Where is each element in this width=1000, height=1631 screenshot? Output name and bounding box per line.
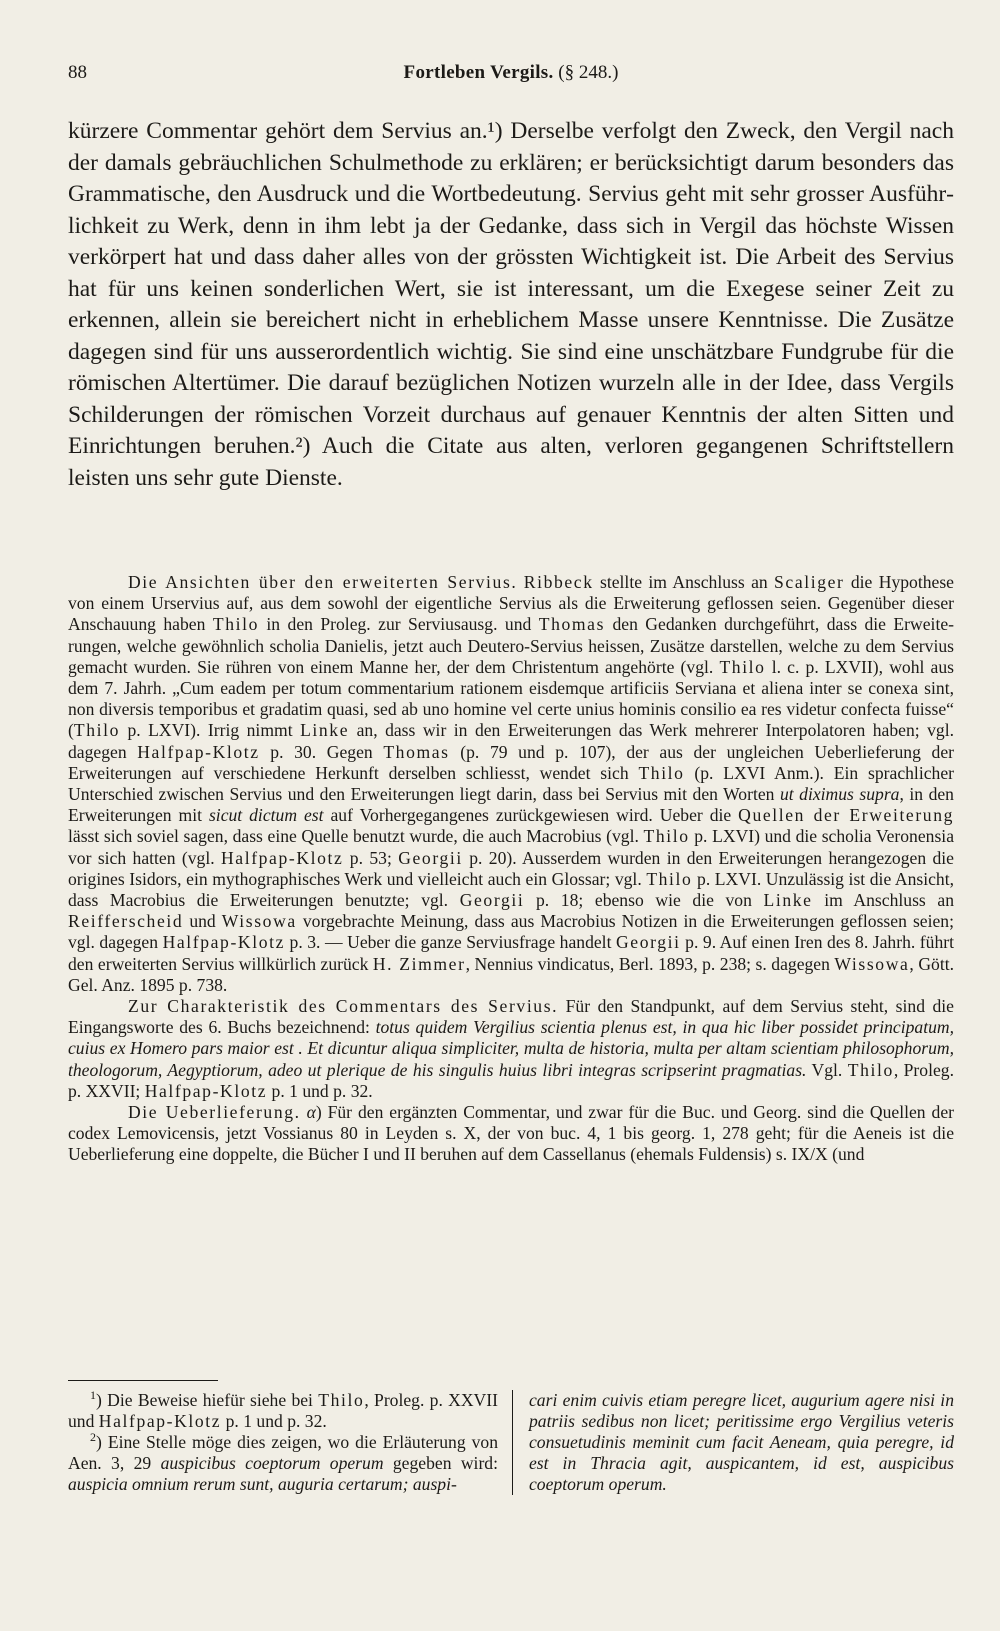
page-number: 88 [68, 62, 87, 83]
footnote-column-left [68, 1390, 513, 1495]
paragraph-heading: Die Ueberlieferung. [128, 1102, 301, 1123]
footnote-marker: 2 [90, 1430, 96, 1445]
author-name: Halfpap-Klotz [162, 932, 285, 953]
small-paragraph-charakteristik: Zur Charakteristik des Commentars des Servius. Für den Standpunkt, auf dem Servius steht, sind die Eingangsworte des 6. Buchs bezeichnend: totus quidem Vergilius scientia plenus est, in qua hic liber possidet principatum, cuius ex Homero pars maior est . Et dicuntur aliqua simpliciter, multa de historia, multa per altam scientiam philosophorum, theologorum, Aegyptiorum, adeo ut plerique de his singulis huius libri integras scripserint pragmatias. Vgl. Thilo, Proleg. p. XXVII; Halfpap-Klotz p. 1 und p. 32. [68, 996, 954, 1101]
small-paragraph-ansichten: Die Ansichten über den erweiterten Servius. Ribbeck stellte im Anschluss an Scaliger die Hypothese von einem Urservius auf, aus dem sowohl der eigentliche Servius als die Erweiterung geflossen seien. Gegenüber dieser Anschauung haben Thilo in den Proleg. zur Serviusausg. und Thomas den Gedanken durchgeführt, dass die Erweiterungen, welche gewöhnlich scholia Danielis, jetzt auch Deutero-Servius heissen, Zusätze darstellen, welche zu dem Servius gemacht wurden. Sie rühren von einem Manne her, der dem Christentum angehörte (vgl. Thilo l. c. p. LXVII), wohl aus dem 7. Jahrh. „Cum eadem per totum commentarium rationem eisdemque artificiis Serviana et aliena inter se conexa sint, non diversis temporibus et gradatim quasi, sed ab uno homine vel certe unius hominis consilio ea res videtur confecta fuisse“ (Thilo p. LXVI). Irrig nimmt Linke an, dass wir in den Erweiterungen das Werk mehrerer Interpolatoren haben; vgl. dagegen Halfpap-Klotz p. 30. Gegen Thomas (p. 79 und p. 107), der aus der ungleichen Ueberlieferung der Erweiterungen auf verschiedene Herkunft derselben schliesst, wendet sich Thilo (p. LXVI Anm.). Ein sprachlicher Unterschied zwischen Servius und den Erweiterungen liegt darin, dass bei Servius mit den Worten ut diximus supra, in den Erweiterungen mit sicut dictum est auf Vorhergegangenes zurückgewiesen wird. Ueber die Quellen der Erweiterung lässt sich soviel sagen, dass eine Quelle benutzt wurde, die auch Macrobius (vgl. Thilo p. LXVI) und die scholia Veronensia vor sich hatten (vgl. Halfpap-Klotz p. 53; Georgii p. 20). Ausserdem wurden in den Erweiterungen herangezogen die origines Isidors, ein mythographisches Werk und vielleicht auch ein Glossar; vgl. Thilo p. LXVI. Unzulässig ist die Ansicht, dass Macrobius die Erweiterungen benutzte; vgl. Georgii p. 18; ebenso wie die von Linke im Anschluss an Reifferscheid und Wissowa vorgebrachte Meinung, dass aus Macrobius Notizen in die Erweiterungen geflossen seien; vgl. dagegen Halfpap-Klotz p. 3. — Ueber die ganze Serviusfrage handelt Georgii p. 9. Auf einen Iren des 8. Jahrh. führt den erweiterten Servius willkürlich zurück H. Zimmer, Nennius vindicatus, Berl. 1893, p. 238; s. dagegen Wissowa, Gött. Gel. Anz. 1895 p. 738. [68, 572, 955, 995]
author-name: Thilo [73, 720, 120, 741]
footnote-column-right [513, 1390, 954, 1495]
author-name: Thilo [646, 868, 693, 889]
author-name: Scaliger [774, 572, 845, 592]
spaced-term: Quellen der Erweiterung [738, 805, 954, 826]
small-print-section [68, 572, 954, 1166]
author-name: Thilo [212, 614, 259, 635]
latin-phrase: auspicia omnium rerum sunt, auguria certarum; auspi- [68, 1474, 457, 1494]
main-text [68, 116, 954, 494]
author-name: Georgii [459, 890, 525, 911]
author-name: Halfpap-Klotz [98, 1411, 222, 1431]
author-name: Reifferscheid [68, 911, 184, 932]
latin-quote: totus quidem Vergilius scientia plenus est, in qua hic liber possidet principatum, cuius ex Homero pars maior est . Et dicuntur aliqua simpliciter, multa de historia, multa per altam scientiam philosophorum, theologorum, Aegyptiorum, adeo ut plerique de his singulis huius libri integras scripserint pragmatias. [68, 1017, 954, 1080]
author-name: Thilo [638, 762, 685, 783]
author-name: Halfpap-Klotz [221, 847, 344, 868]
author-name: Halfpap-Klotz [137, 741, 260, 762]
page-header [68, 62, 954, 88]
author-name: Thilo [643, 826, 690, 847]
footnote-2-continuation: cari enim cuivis etiam peregre licet, augurium agere nisi in patriis sedibus non licet; peritissime ergo Vergilius veteris consuetudinis meminit cum facit Aeneam, quia peregre, id est in Thracia agit, auspicantem, id est, auspicibus coeptorum operum. [529, 1390, 954, 1494]
footnote-2: $^2$) Eine Stelle möge dies zeigen, wo die Erläuterung von Aen. 3, 29 auspicibus coeptorum operum gegeben wird: auspicia omnium rerum sunt, auguria certarum; auspi- [68, 1430, 498, 1494]
small-paragraph-ueberlieferung: Die Ueberlieferung. α) Für den ergänzten Commentar, und zwar für die Buc. und Georg. sind die Quellen der codex Lemovicensis, jetzt Vossianus 80 in Leyden s. X, der von buc. 4, 1 bis georg. 1, 278 geht; für die Aeneis ist die Ueberlieferung eine doppelte, die Bücher I und II beruhen auf dem Cassellanus (ehemals Fuldensis) s. IX/X (und [68, 1102, 954, 1165]
author-name: Thomas [538, 614, 606, 635]
running-title [68, 62, 954, 84]
author-name: Wissowa [834, 953, 910, 974]
section-marker: (§ 248.) [558, 62, 619, 83]
author-name: H. Zimmer [372, 953, 466, 974]
author-name: Thomas [383, 741, 450, 762]
footnote-rule [68, 1380, 218, 1381]
list-marker: α [306, 1102, 316, 1123]
author-name: Thilo [847, 1059, 894, 1080]
author-name: Georgii [398, 847, 463, 868]
author-name: Thilo [719, 656, 766, 677]
latin-phrase: ut diximus supra [779, 784, 900, 805]
author-name: Wissowa [221, 911, 297, 932]
footnotes [68, 1390, 954, 1495]
running-title-text: Fortleben Vergils. [403, 62, 554, 83]
author-name: Halfpap-Klotz [144, 1080, 268, 1101]
main-paragraph: kürzere Commentar gehört dem Servius an.¹) Derselbe verfolgt den Zweck, den Vergil nach der damals gebräuchlichen Schulmethode zu erklären; er berücksichtigt darum besonders das Grammatische, den Ausdruck und die Wortbedeutung. Servius geht mit sehr grosser Ausführlichkeit zu Werk, denn in ihm lebt ja der Gedanke, dass sich in Vergil das höchste Wissen verkörpert hat und dass daher alles von der grössten Wichtigkeit ist. Die Arbeit des Servius hat für uns keinen sonderlichen Wert, sie ist interessant, um die Exegese seiner Zeit zu erkennen, allein sie bereichert nicht in erheblichem Masse unsere Kenntnisse. Die Zusätze dagegen sind für uns ausserordentlich wichtig. Sie sind eine unschätzbare Fundgrube für die römischen Altertümer. Die darauf bezüglichen Notizen wurzeln alle in der Idee, dass Vergils Schilderungen der römischen Vorzeit durchaus auf genauer Kenntnis der alten Sitten und Einrichtungen beruhen.²) Auch die Citate aus alten, verloren gegangenen Schriftstellern leisten uns sehr gute Dienste. [68, 118, 954, 491]
author-name: Ribbeck [523, 572, 594, 592]
author-name: Thilo [318, 1390, 365, 1410]
footnote-marker: 1 [90, 1388, 96, 1403]
author-name: Linke [300, 720, 350, 741]
footnote-1: $^1$) Die Beweise hiefür siehe bei Thilo, Proleg. p. XXVII und Halfpap-Klotz p. 1 und p. 32. [68, 1388, 498, 1431]
author-name: Linke [763, 890, 813, 911]
paragraph-heading: Zur Charakteristik des Commentars des Servius. [128, 996, 559, 1017]
paragraph-heading: Die Ansichten über den erweiterten Servius. [128, 572, 518, 592]
latin-phrase: sicut dictum est [208, 805, 324, 826]
author-name: Georgii [616, 932, 681, 953]
latin-phrase: auspicibus coeptorum operum [160, 1453, 384, 1473]
